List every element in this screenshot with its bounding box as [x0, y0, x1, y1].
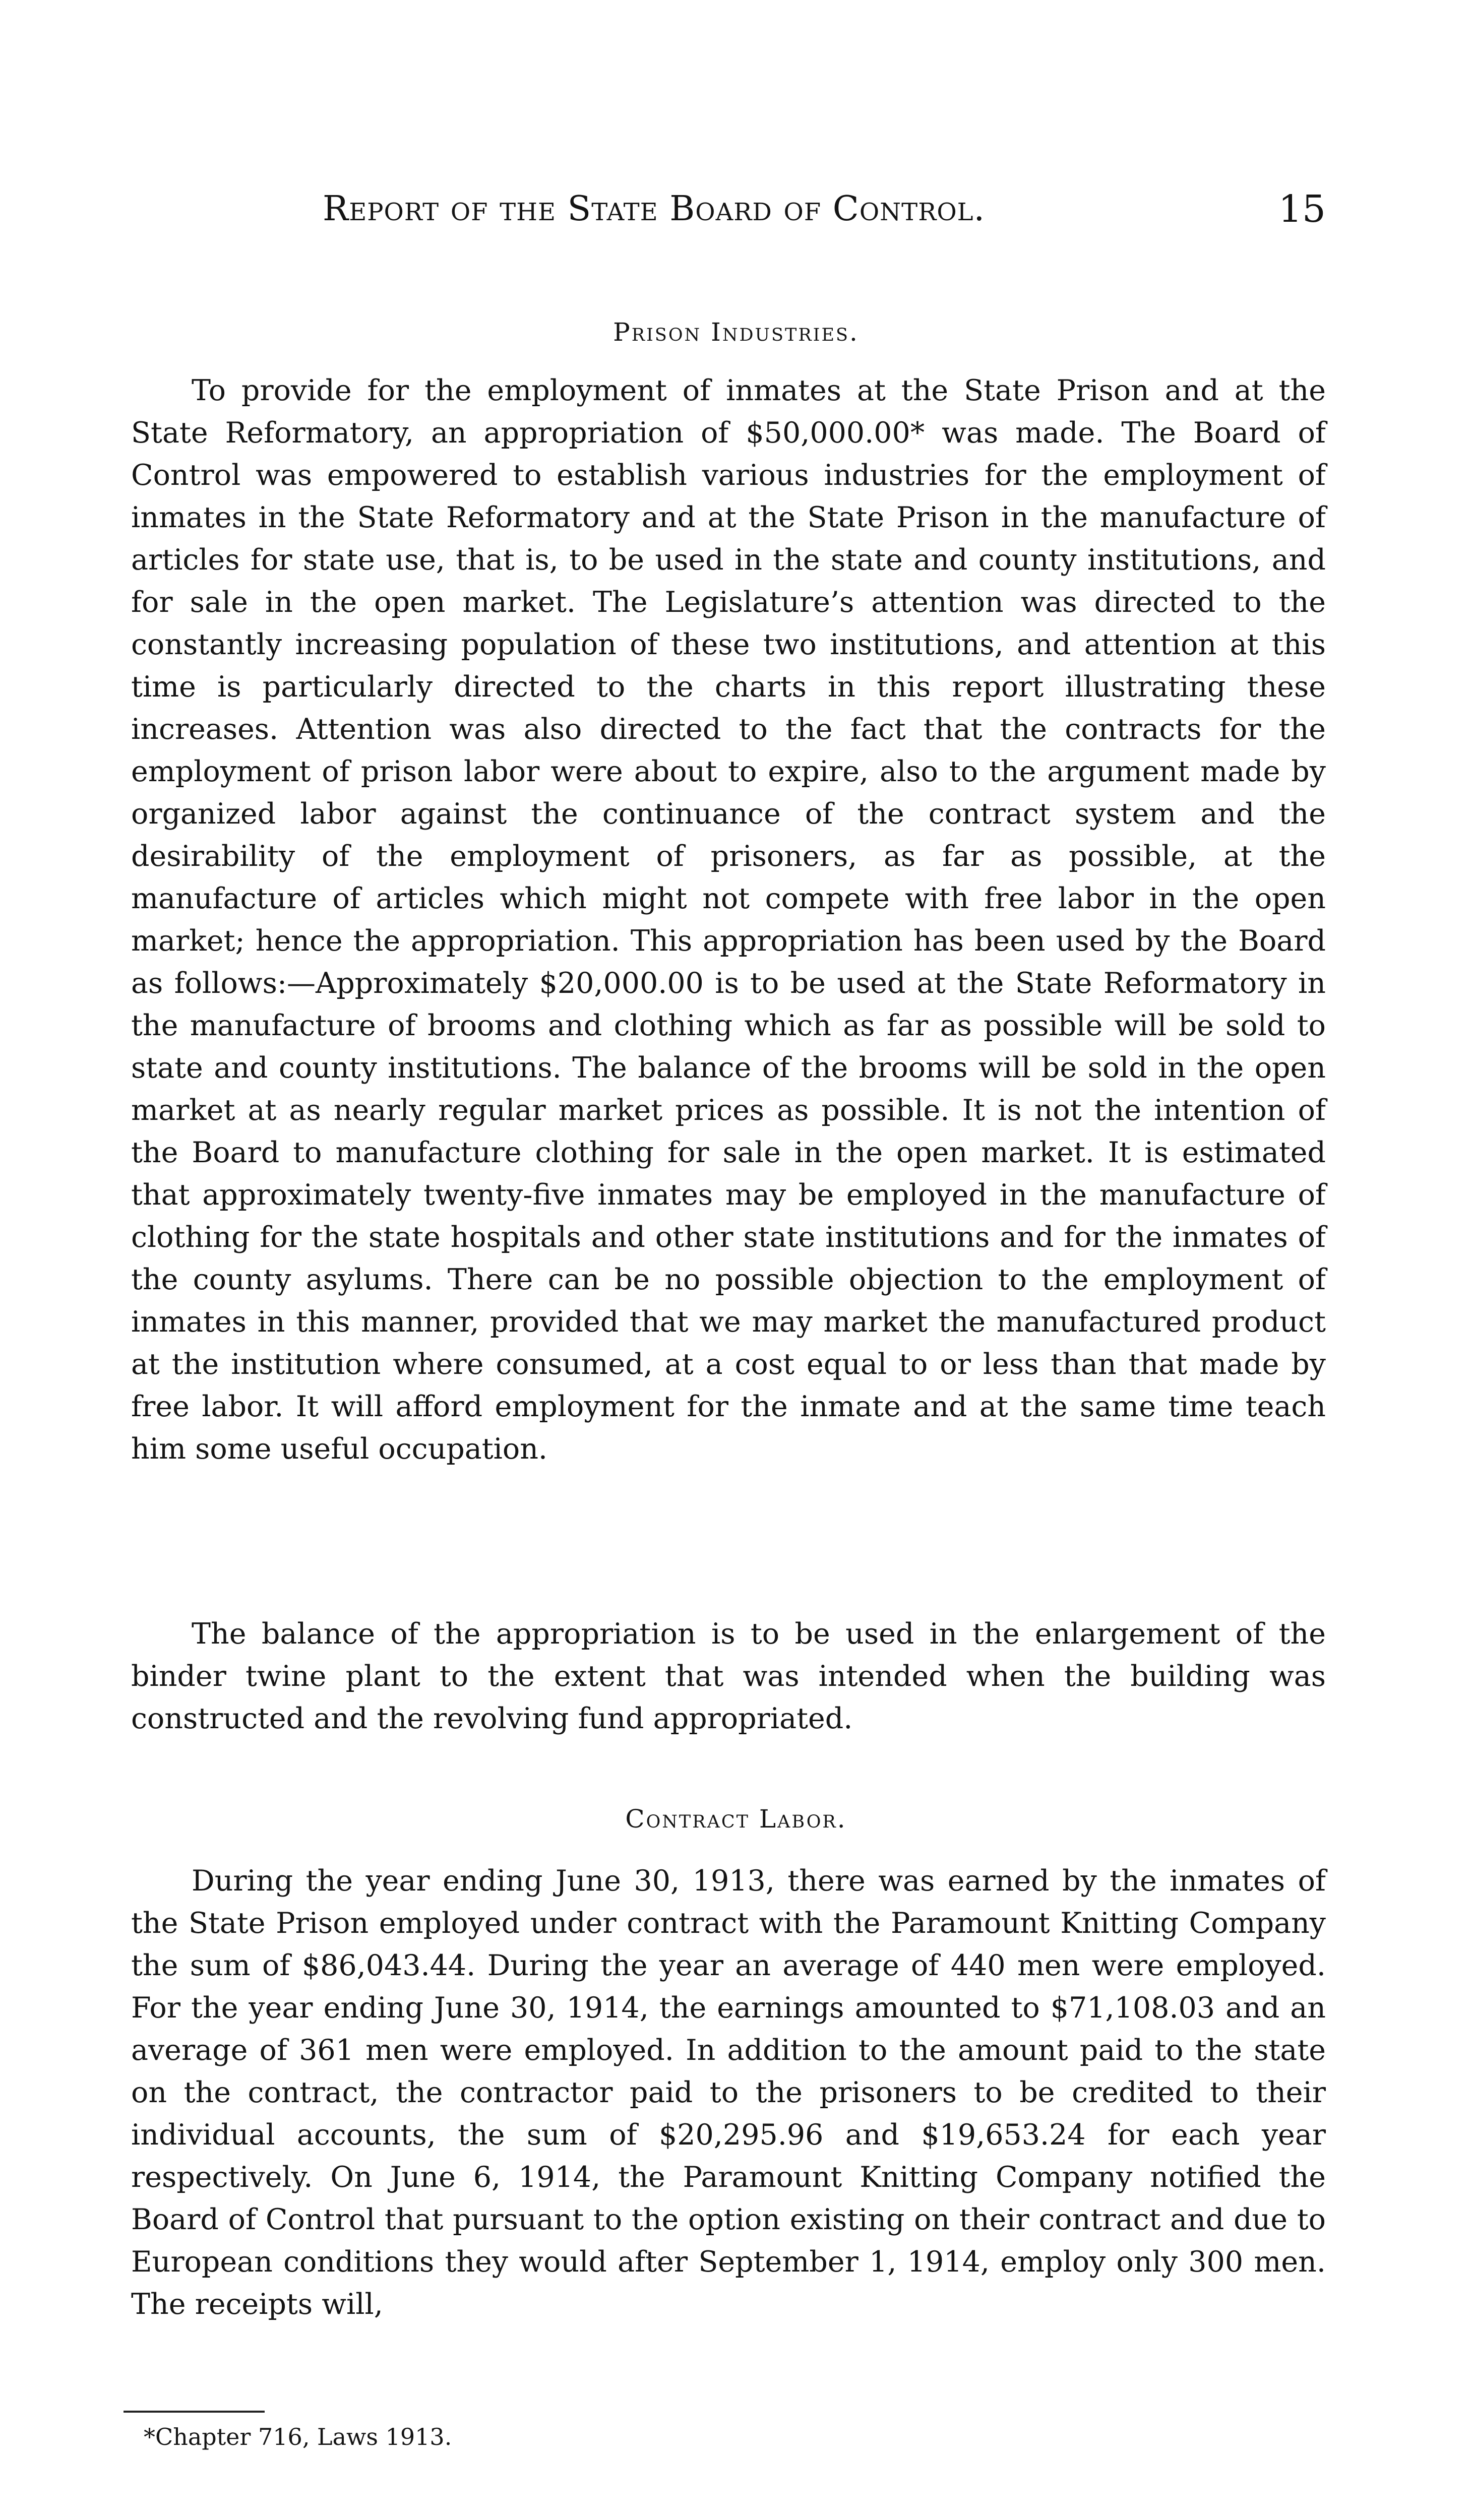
section-heading-contract-labor: Contract Labor. — [625, 1804, 847, 1834]
paragraph-prison-industries-1: To provide for the employment of inmates at the State Prison and at the State Reformatory, an appropriation of $50,000.00* was made. The Board of Control was empowered to establish various industries for the employment of inmates in the State Reformatory and at the State Prison in the manufacture of articles for state use, that is, to be used in the state and county institutions, and for sale in the open market. The Legislature’s attention was directed to the constantly increasing population of these two institutions, and attention at this time is particularly directed to the charts in this report illustrating these increases. Attention was also directed to the fact that the contracts for the employment of prison labor were about to expire, also to the argument made by organized labor against the continuance of the contract system and the desirability of the employment of prisoners, as far as possible, at the manufacture of articles which might not compete with free labor in the open market; hence the appropriation. This appropriation has been used by the Board as follows:—Approximately $20,000.00 is to be used at the State Reformatory in the manufacture of brooms and clothing which as far as possible will be sold to state and county institutions. The balance of the brooms will be sold in the open market at as nearly regular market prices as possible. It is not the intention of the Board to manufacture clothing for sale in the open market. It is estimated that approximately twenty-five inmates may be employed in the manufacture of clothing for the state hospitals and other state institutions and for the inmates of the county asylums. There can be no possible objection to the employment of inmates in this manner, provided that we may market the manufactured product at the institution where consumed, at a cost equal to or less than that made by free labor. It will afford employment for the inmate and at the same time teach him some useful occupation. — [131, 374, 1326, 1466]
paragraph-contract-labor-1: During the year ending June 30, 1913, there was earned by the inmates of the State Prison employed under contract with the Paramount Knitting Company the sum of $86,043.44. During the year an average of 440 men were employed. For the year ending June 30, 1914, the earnings amounted to $71,108.03 and an average of 361 men were employed. In addition to the amount paid to the state on the contract, the contractor paid to the prisoners to be credited to their individual accounts, the sum of $20,295.96 and $19,653.24 for each year respectively. On June 6, 1914, the Paramount Knitting Company notified the Board of Control that pursuant to the option existing on their contract and due to European conditions they would after September 1, 1914, employ only 300 men. The receipts will, — [131, 1864, 1326, 2321]
footnote: *Chapter 716, Laws 1913. — [144, 2423, 452, 2450]
page-number: 15 — [1278, 187, 1326, 231]
footnote-divider — [124, 2411, 265, 2413]
running-title: Report of the State Board of Control. — [323, 189, 986, 229]
paragraph-prison-industries-2: The balance of the appropriation is to be used in the enlargement of the binder twine plant to the extent that was intended when the building was constructed and the revolving fund appropriated. — [131, 1617, 1326, 1735]
section-heading-prison-industries: Prison Industries. — [613, 318, 859, 347]
running-head — [323, 184, 1326, 234]
